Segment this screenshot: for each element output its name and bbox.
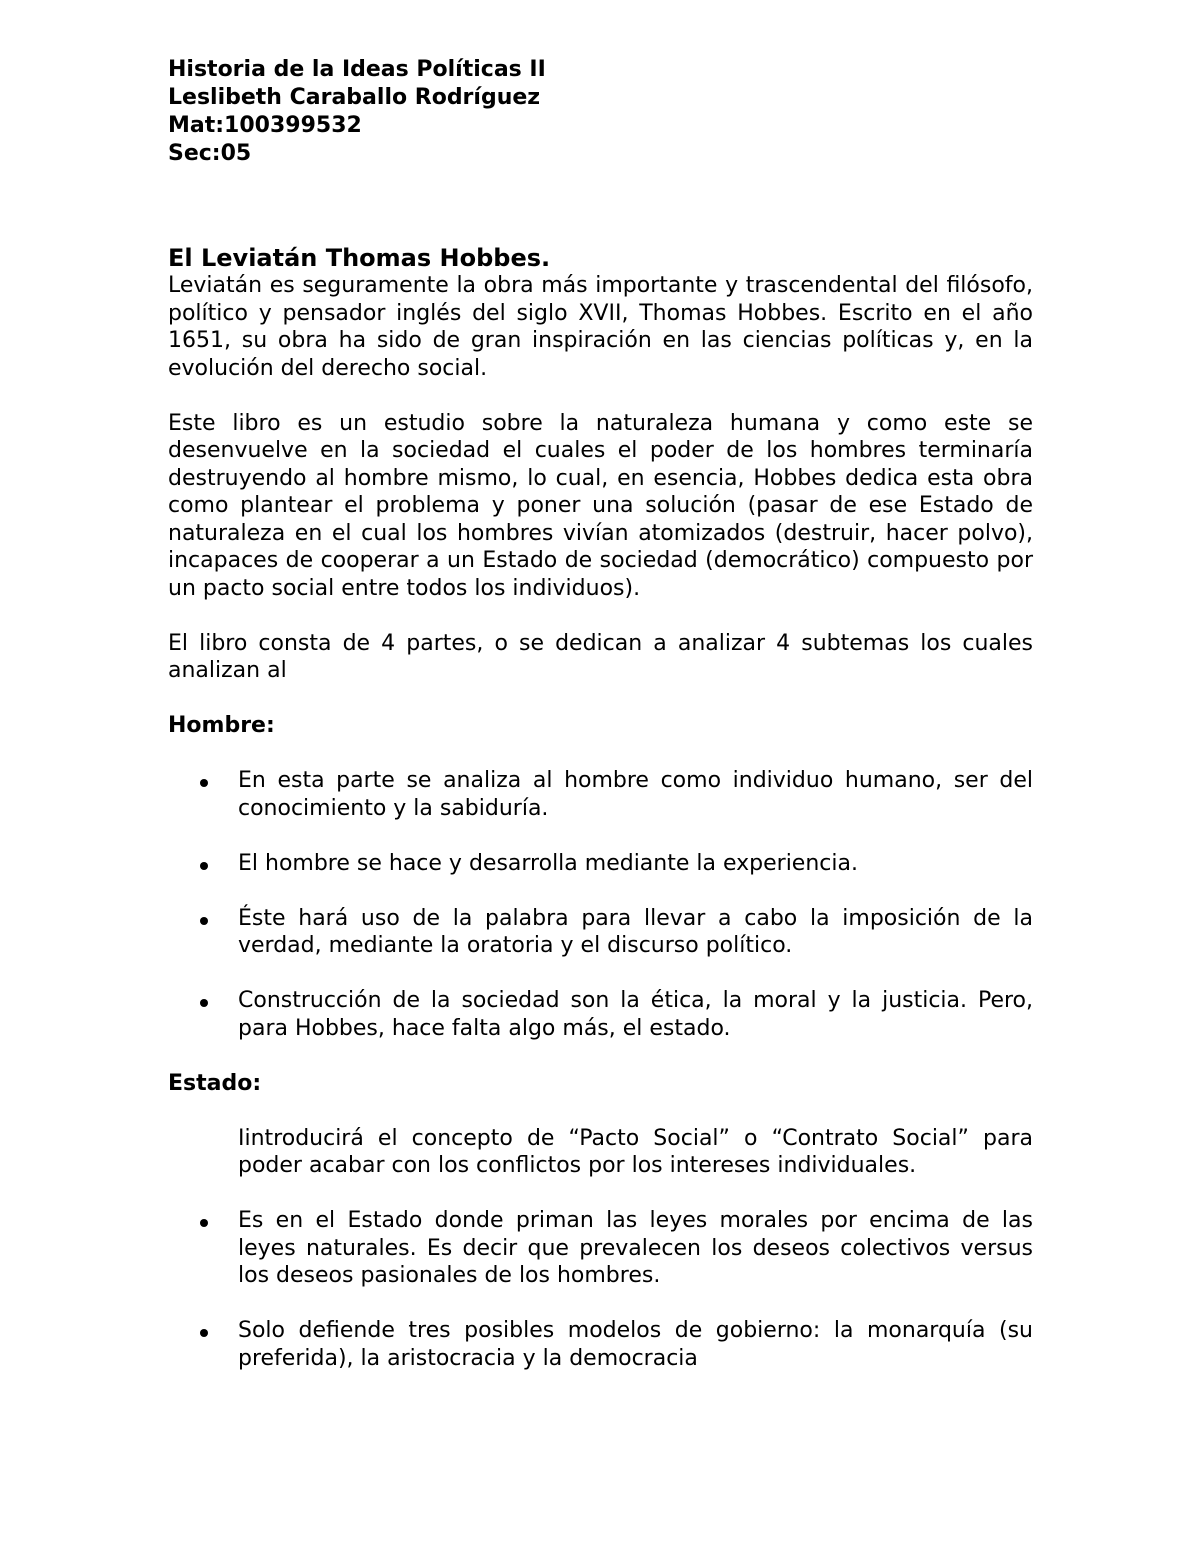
hombre-heading: Hombre: <box>168 713 275 738</box>
parts-paragraph: El libro consta de 4 partes, o se dedican a analizar 4 subtemas los cuales analizan al <box>168 630 1033 683</box>
bullet-icon <box>200 999 208 1007</box>
estado-heading: Estado: <box>168 1070 262 1096</box>
section-number: Sec:05 <box>168 141 252 166</box>
bullet-icon <box>200 1219 208 1227</box>
document-page <box>168 56 1033 1372</box>
student-id: Mat:100399532 <box>168 113 362 138</box>
list-item <box>168 905 1033 960</box>
bullet-icon <box>200 779 208 787</box>
list-item <box>168 1317 1033 1372</box>
list-item-text: Éste hará uso de la palabra para llevar a cabo la imposición de la verdad, mediante la oratoria y el discurso político. <box>238 905 1033 958</box>
course-name: Historia de la Ideas Políticas II <box>168 57 546 82</box>
list-item <box>168 987 1033 1042</box>
bullet-icon <box>200 1329 208 1337</box>
list-item-text: El hombre se hace y desarrolla mediante la experiencia. <box>238 850 858 876</box>
list-item <box>168 850 1033 878</box>
estado-intro: Iintroducirá el concepto de “Pacto Social” o “Contrato Social” para poder acabar con los conflictos por los intereses individuales. <box>238 1125 1033 1178</box>
list-item-text: Construcción de la sociedad son la ética, la moral y la justicia. Pero, para Hobbes, hace falta algo más, el estado. <box>238 988 1033 1041</box>
document-title: El Leviatán Thomas Hobbes. <box>168 244 551 272</box>
list-item <box>168 767 1033 822</box>
hombre-list <box>168 767 1033 1042</box>
bullet-icon <box>200 917 208 925</box>
list-item-text: Es en el Estado donde priman las leyes morales por encima de las leyes naturales. Es decir que prevalecen los deseos colectivos versus los deseos pasionales de los hombres. <box>238 1208 1033 1288</box>
body-paragraph: Este libro es un estudio sobre la naturaleza humana y como este se desenvuelve en la sociedad el cuales el poder de los hombres terminaría destruyendo al hombre mismo, lo cual, en esencia, Hobbes dedica esta obra como plantear el problema y poner una solución (pasar de ese Estado de naturaleza en el cual los hombres vivían atomizados (destruir, hacer polvo), incapaces de cooperar a un Estado de sociedad (democrático) compuesto por un pacto social entre todos los individuos). <box>168 410 1033 601</box>
list-item-text: En esta parte se analiza al hombre como individuo humano, ser del conocimiento y la sabiduría. <box>238 768 1033 821</box>
bullet-icon <box>200 862 208 870</box>
estado-list <box>168 1207 1033 1372</box>
list-item-text: Solo defiende tres posibles modelos de gobierno: la monarquía (su preferida), la aristocracia y la democracia <box>238 1318 1033 1371</box>
list-item <box>168 1207 1033 1290</box>
student-name: Leslibeth Caraballo Rodríguez <box>168 85 541 110</box>
intro-paragraph: Leviatán es seguramente la obra más importante y trascendental del filósofo, político y pensador inglés del siglo XVII, Thomas Hobbes. Escrito en el año 1651, su obra ha sido de gran inspiración en las ciencias políticas y, en la evolución del derecho social. <box>168 273 1033 381</box>
